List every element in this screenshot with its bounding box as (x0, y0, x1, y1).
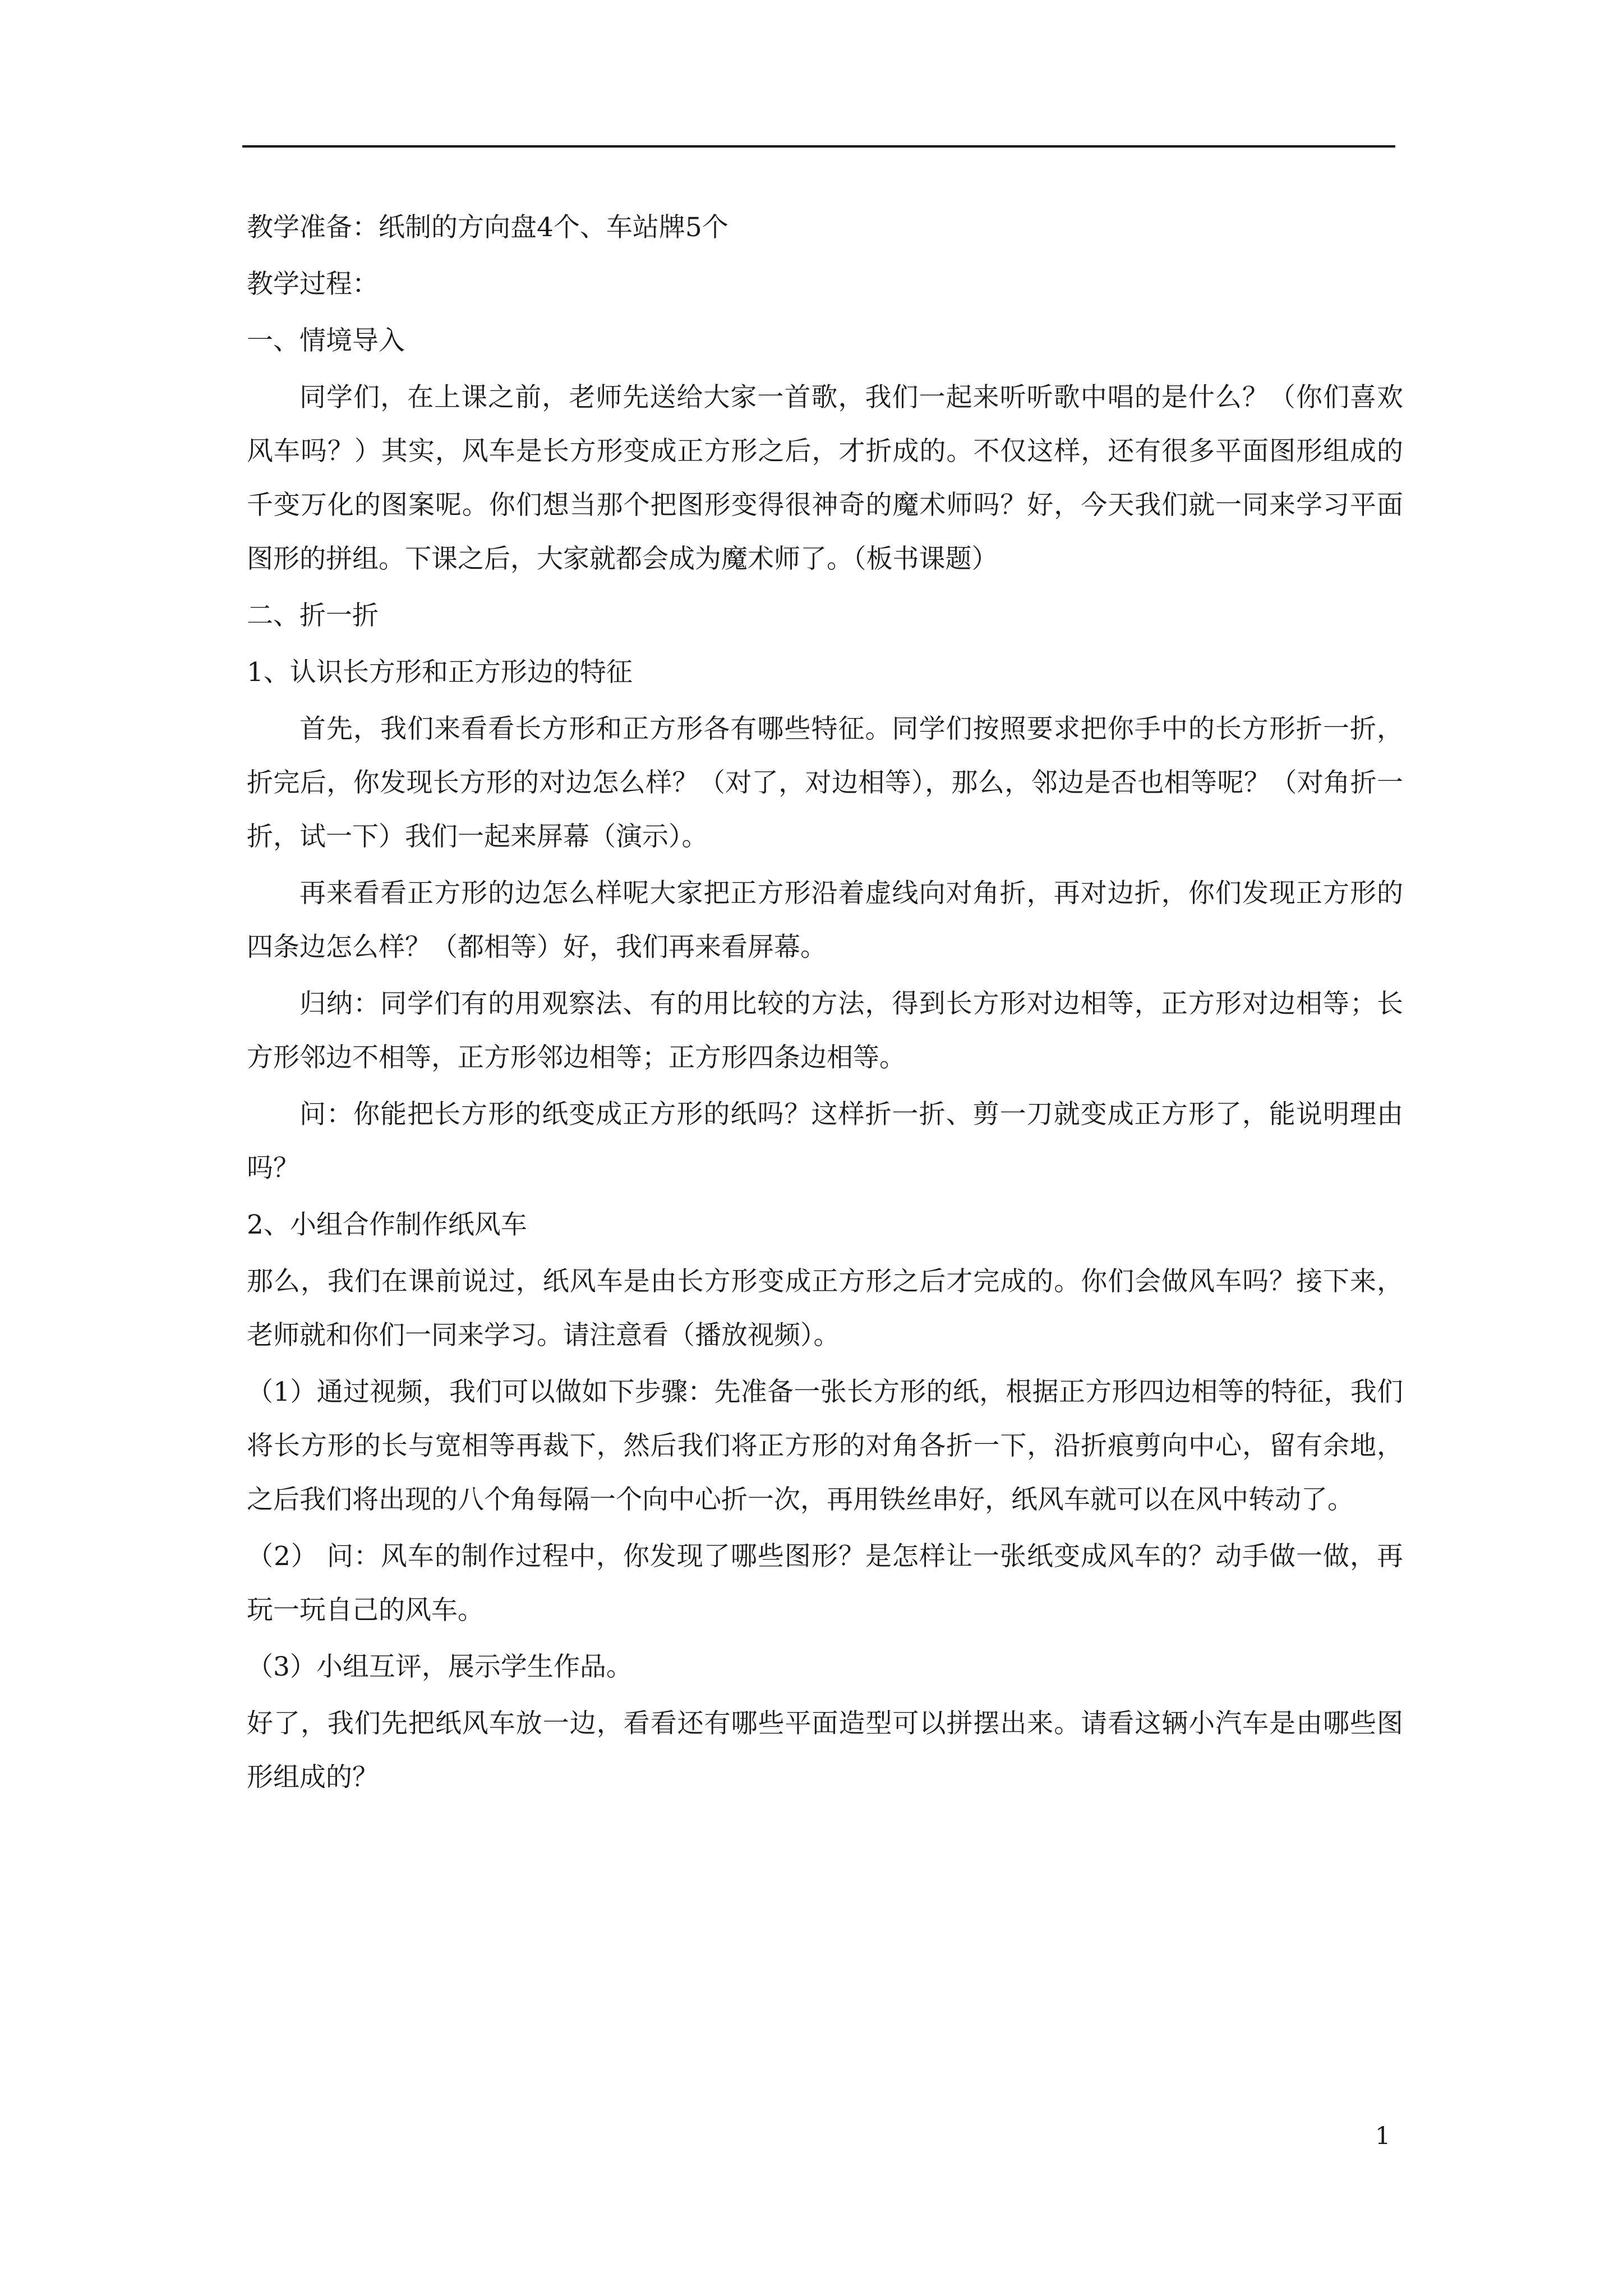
paragraph-step-1: （1）通过视频，我们可以做如下步骤：先准备一张长方形的纸，根据正方形四边相等的特征，我们将长方形的长与宽相等再裁下，然后我们将正方形的对角各折一下，沿折痕剪向中心，留有余地，之后我们将出现的八个角每隔一个向中心折一次，再用铁丝串好，纸风车就可以在风中转动了。 (247, 1377, 1403, 1515)
heading-section-2: 二、折一折 (247, 600, 379, 631)
paragraph-square-fold: 再来看看正方形的边怎么样呢大家把正方形沿着虚线向对角折，再对边折，你们发现正方形的四条边怎么样？（都相等）好，我们再来看屏幕。 (247, 878, 1403, 963)
paragraph-teaching-prep: 教学准备：纸制的方向盘4个、车站牌5个 (247, 212, 728, 243)
subheading-edge-features: 1、认识长方形和正方形边的特征 (247, 657, 633, 688)
paragraph-step-2: （2） 问：风车的制作过程中，你发现了哪些图形？是怎样让一张纸变成风车的？动手做一做，再玩一玩自己的风车。 (247, 1541, 1403, 1626)
page-number: 1 (1375, 2122, 1391, 2150)
paragraph-pinwheel-intro: 那么，我们在课前说过，纸风车是由长方形变成正方形之后才完成的。你们会做风车吗？接下来，老师就和你们一同来学习。请注意看（播放视频）。 (247, 1266, 1403, 1351)
subheading-pinwheel: 2、小组合作制作纸风车 (247, 1209, 527, 1240)
paragraph-car-question: 好了，我们先把纸风车放一边，看看还有哪些平面造型可以拼摆出来。请看这辆小汽车是由哪些图形组成的？ (247, 1708, 1403, 1793)
paragraph-question: 问：你能把长方形的纸变成正方形的纸吗？这样折一折、剪一刀就变成正方形了，能说明理由吗？ (247, 1099, 1403, 1184)
paragraph-teaching-process: 教学过程： (247, 269, 379, 300)
paragraph-step-3: （3）小组互评，展示学生作品。 (247, 1651, 633, 1682)
paragraph-rectangle-fold: 首先，我们来看看长方形和正方形各有哪些特征。同学们按照要求把你手中的长方形折一折，折完后，你发现长方形的对边怎么样？（对了，对边相等），那么，邻边是否也相等呢？（对角折一折，试一下）我们一起来屏幕（演示）。 (247, 714, 1403, 852)
heading-section-1: 一、情境导入 (247, 325, 405, 356)
header-rule (242, 145, 1395, 148)
paragraph-intro: 同学们，在上课之前，老师先送给大家一首歌，我们一起来听听歌中唱的是什么？（你们喜欢风车吗？）其实，风车是长方形变成正方形之后，才折成的。不仅这样，还有很多平面图形组成的千变万化的图案呢。你们想当那个把图形变得很神奇的魔术师吗？好，今天我们就一同来学习平面图形的拼组。下课之后，大家就都会成为魔术师了。（板书课题） (247, 382, 1403, 574)
document-body (247, 201, 1403, 1807)
paragraph-summary: 归纳：同学们有的用观察法、有的用比较的方法，得到长方形对边相等，正方形对边相等；长方形邻边不相等，正方形邻边相等；正方形四条边相等。 (247, 988, 1403, 1073)
